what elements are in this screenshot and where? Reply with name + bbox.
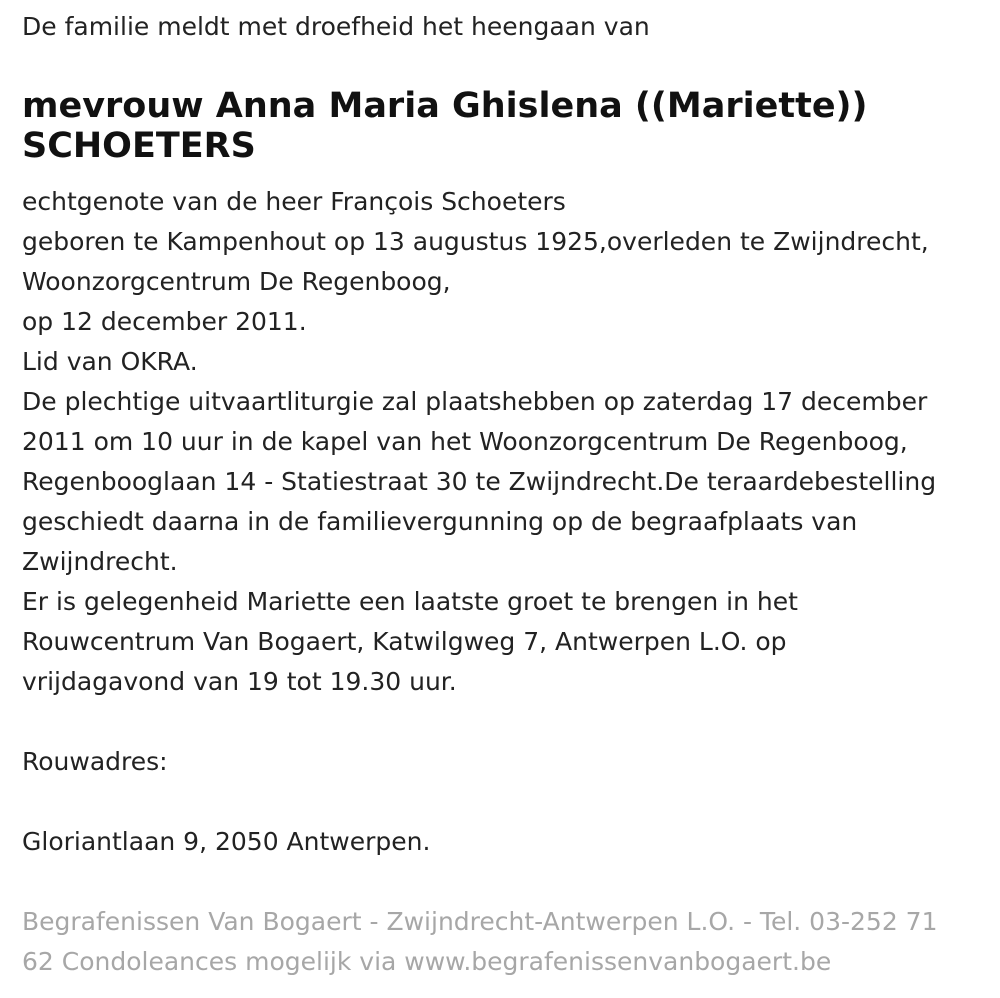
footer-line-2: 62 Condoleances mogelijk via www.begrafenissenvanbogaert.be [22, 947, 832, 976]
intro-text: De familie meldt met droefheid het heengaan van [22, 12, 650, 41]
death-date-line: op 12 december 2011. [22, 307, 307, 336]
mourning-address: Gloriantlaan 9, 2050 Antwerpen. [22, 827, 431, 856]
funeral-line-4: geschiedt daarna in de familievergunning op de begraafplaats van [22, 507, 858, 536]
birth-death-line-2: Woonzorgcentrum De Regenboog, [22, 267, 451, 296]
visitation-line-2: Rouwcentrum Van Bogaert, Katwilgweg 7, Antwerpen L.O. op [22, 627, 787, 656]
deceased-name [22, 86, 982, 166]
funeral-line-5: Zwijndrecht. [22, 547, 178, 576]
spacer [22, 702, 1000, 742]
footer-line-1: Begrafenissen Van Bogaert - Zwijndrecht-Antwerpen L.O. - Tel. 03-252 71 [22, 907, 938, 936]
funeral-line-1: De plechtige uitvaartliturgie zal plaatshebben op zaterdag 17 december [22, 387, 928, 416]
notice-body [22, 182, 1000, 862]
visitation-line-1: Er is gelegenheid Mariette een laatste groet te brengen in het [22, 587, 798, 616]
mourning-address-label: Rouwadres: [22, 747, 168, 776]
birth-death-line-1: geboren te Kampenhout op 13 augustus 1925,overleden te Zwijndrecht, [22, 227, 929, 256]
visitation-line-3: vrijdagavond van 19 tot 19.30 uur. [22, 667, 457, 696]
membership-line: Lid van OKRA. [22, 347, 198, 376]
funeral-home-footer [22, 902, 1000, 982]
spouse-line: echtgenote van de heer François Schoeters [22, 187, 566, 216]
funeral-line-3: Regenbooglaan 14 - Statiestraat 30 te Zwijndrecht.De teraardebestelling [22, 467, 937, 496]
deceased-surname: SCHOETERS [22, 126, 256, 166]
spacer [22, 782, 1000, 822]
funeral-line-2: 2011 om 10 uur in de kapel van het Woonzorgcentrum De Regenboog, [22, 427, 908, 456]
deceased-name-line-1: mevrouw Anna Maria Ghislena ((Mariette)) [22, 86, 868, 126]
